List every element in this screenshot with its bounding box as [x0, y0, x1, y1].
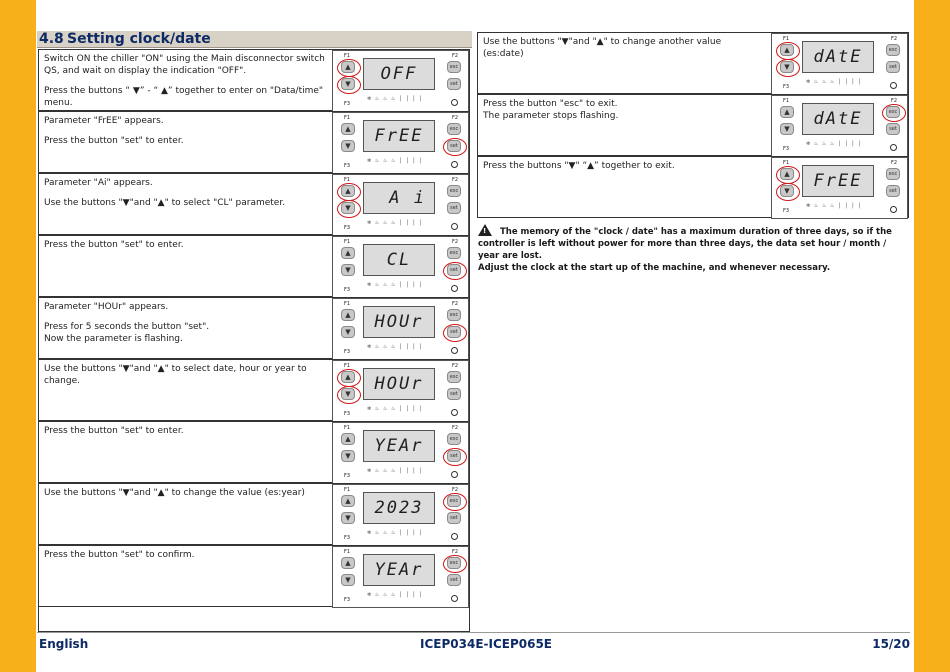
section-title: Setting clock/date: [67, 31, 211, 47]
f2-label: F2: [451, 363, 458, 369]
lcd-readout: HOUr: [363, 368, 435, 400]
lcd-readout: dAtE: [802, 41, 874, 73]
instruction-row: [38, 545, 470, 607]
f3-label: F3: [344, 597, 351, 603]
footer-model: ICEP034E-ICEP065E: [420, 637, 552, 651]
f1-label: F1: [344, 363, 351, 369]
warning-text: The memory of the "clock / date" has a maximum duration of three days, so if the controller is left without power for more than three days, the data set hour / month / year are lost. Adjust the clock at the start up of the machine, and whenever necessary.: [478, 227, 892, 273]
power-icon: [451, 409, 458, 416]
power-icon: [451, 161, 458, 168]
esc-button[interactable]: esc: [447, 185, 461, 197]
controller-display: [332, 50, 469, 112]
esc-button[interactable]: esc: [447, 123, 461, 135]
controller-display: [332, 112, 469, 174]
instruction-text: [44, 53, 326, 109]
f1-label: F1: [344, 425, 351, 431]
f2-label: F2: [451, 487, 458, 493]
down-arrow-button[interactable]: ▼: [341, 450, 355, 462]
set-button[interactable]: set: [886, 61, 900, 73]
warning-note: [478, 224, 908, 274]
power-icon: [451, 223, 458, 230]
down-arrow-button[interactable]: ▼: [341, 264, 355, 276]
set-button[interactable]: set: [447, 202, 461, 214]
up-arrow-button[interactable]: ▲: [341, 247, 355, 259]
set-button[interactable]: set: [447, 512, 461, 524]
instruction-row: [477, 32, 909, 94]
f1-label: F1: [344, 301, 351, 307]
f3-label: F3: [344, 349, 351, 355]
instruction-text: [483, 160, 763, 172]
instruction-row: [38, 173, 470, 235]
f1-label: F1: [783, 160, 790, 166]
status-icons: ❄ ♨ ♨ ♨ │ │ │ │: [806, 141, 862, 147]
warning-icon: !: [478, 224, 492, 236]
down-arrow-button[interactable]: ▼: [341, 574, 355, 586]
power-icon: [890, 144, 897, 151]
instruction-paragraph: Switch ON the chiller "ON" using the Main disconnector switch QS, and wait on display the indication "OFF".: [44, 54, 325, 76]
down-arrow-button[interactable]: ▼: [341, 202, 355, 214]
lcd-readout: 2023: [363, 492, 435, 524]
power-icon: [451, 99, 458, 106]
down-arrow-button[interactable]: ▼: [780, 123, 794, 135]
up-arrow-button[interactable]: ▲: [341, 371, 355, 383]
instruction-paragraph: Use the buttons "▼"and "▲" to change another value (es:date): [483, 37, 722, 59]
controller-display: [332, 174, 469, 236]
f3-label: F3: [344, 163, 351, 169]
up-arrow-button[interactable]: ▲: [780, 168, 794, 180]
up-arrow-button[interactable]: ▲: [341, 61, 355, 73]
f2-label: F2: [451, 177, 458, 183]
f1-label: F1: [344, 53, 351, 59]
instruction-row: [477, 94, 909, 156]
down-arrow-button[interactable]: ▼: [341, 78, 355, 90]
up-arrow-button[interactable]: ▲: [341, 557, 355, 569]
down-arrow-button[interactable]: ▼: [341, 326, 355, 338]
instruction-text: [44, 549, 326, 561]
f3-label: F3: [344, 535, 351, 541]
instruction-paragraph: Use the buttons "▼"and "▲" to change the value (es:year): [44, 488, 305, 498]
instruction-paragraph: Use the buttons "▼"and "▲" to select "CL" parameter.: [44, 198, 286, 208]
up-arrow-button[interactable]: ▲: [341, 495, 355, 507]
down-arrow-button[interactable]: ▼: [780, 61, 794, 73]
f2-label: F2: [451, 239, 458, 245]
controller-display: [332, 484, 469, 546]
lcd-readout: FrEE: [363, 120, 435, 152]
lcd-readout: HOUr: [363, 306, 435, 338]
status-icons: ❄ ♨ ♨ ♨ │ │ │ │: [806, 203, 862, 209]
status-icons: ❄ ♨ ♨ ♨ │ │ │ │: [806, 79, 862, 85]
instruction-paragraph: Press the buttons "▼" “▲” together to exit.: [483, 161, 675, 171]
instruction-paragraph: Press the button "set" to enter.: [44, 426, 184, 436]
down-arrow-button[interactable]: ▼: [341, 388, 355, 400]
controller-display: [771, 33, 908, 95]
f2-label: F2: [890, 160, 897, 166]
instruction-row: [477, 156, 909, 218]
status-icons: ❄ ♨ ♨ ♨ │ │ │ │: [367, 220, 423, 226]
status-icons: ❄ ♨ ♨ ♨ │ │ │ │: [367, 344, 423, 350]
f2-label: F2: [451, 425, 458, 431]
instruction-row: [38, 483, 470, 545]
instruction-paragraph: Press for 5 seconds the button "set". Now the parameter is flashing.: [44, 322, 210, 344]
instruction-paragraph: Parameter "HOUr" appears.: [44, 302, 169, 312]
instruction-paragraph: Press the button "set" to enter.: [44, 136, 184, 146]
esc-button[interactable]: esc: [886, 44, 900, 56]
esc-button[interactable]: esc: [886, 106, 900, 118]
instruction-text: [44, 487, 326, 499]
instruction-row: [38, 49, 470, 111]
instruction-row: [38, 421, 470, 483]
instruction-paragraph: Parameter "Ai" appears.: [44, 178, 153, 188]
f2-label: F2: [890, 98, 897, 104]
set-button[interactable]: set: [447, 574, 461, 586]
controller-display: [332, 236, 469, 298]
controller-display: [332, 360, 469, 422]
lcd-readout: dAtE: [802, 103, 874, 135]
instruction-text: [44, 239, 326, 251]
f3-label: F3: [344, 287, 351, 293]
set-button[interactable]: set: [886, 123, 900, 135]
instruction-text: [44, 363, 326, 387]
f1-label: F1: [344, 549, 351, 555]
controller-display: [332, 422, 469, 484]
instruction-paragraph: Press the button "esc" to exit. The parameter stops flashing.: [483, 99, 619, 121]
controller-display: [332, 298, 469, 360]
instruction-paragraph: Use the buttons "▼"and "▲" to select date, hour or year to change.: [44, 364, 307, 386]
instruction-text: [483, 98, 763, 122]
set-button[interactable]: set: [447, 388, 461, 400]
power-icon: [451, 285, 458, 292]
f1-label: F1: [344, 115, 351, 121]
set-button[interactable]: set: [886, 185, 900, 197]
instruction-row: [38, 297, 470, 359]
instruction-row: [38, 235, 470, 297]
esc-button[interactable]: esc: [447, 371, 461, 383]
down-arrow-button[interactable]: ▼: [341, 140, 355, 152]
power-icon: [451, 471, 458, 478]
esc-button[interactable]: esc: [886, 168, 900, 180]
status-icons: ❄ ♨ ♨ ♨ │ │ │ │: [367, 530, 423, 536]
instruction-row: [38, 111, 470, 173]
controller-display: [771, 95, 908, 157]
f3-label: F3: [783, 84, 790, 90]
set-button[interactable]: set: [447, 264, 461, 276]
footer-page-number: 15/20: [872, 637, 910, 651]
esc-button[interactable]: esc: [447, 309, 461, 321]
set-button[interactable]: set: [447, 78, 461, 90]
up-arrow-button[interactable]: ▲: [341, 309, 355, 321]
status-icons: ❄ ♨ ♨ ♨ │ │ │ │: [367, 96, 423, 102]
power-icon: [451, 533, 458, 540]
controller-display: [332, 546, 469, 608]
status-icons: ❄ ♨ ♨ ♨ │ │ │ │: [367, 406, 423, 412]
f2-label: F2: [451, 301, 458, 307]
instruction-paragraph: Parameter "FrEE" appears.: [44, 116, 164, 126]
instruction-text: [44, 177, 326, 209]
instruction-paragraph: Press the button "set" to enter.: [44, 240, 184, 250]
power-icon: [451, 347, 458, 354]
lcd-readout: YEAr: [363, 430, 435, 462]
esc-button[interactable]: esc: [447, 61, 461, 73]
controller-display: [771, 157, 908, 219]
f3-label: F3: [344, 411, 351, 417]
up-arrow-button[interactable]: ▲: [780, 44, 794, 56]
section-header: [37, 31, 472, 48]
esc-button[interactable]: esc: [447, 247, 461, 259]
lcd-readout: YEAr: [363, 554, 435, 586]
f3-label: F3: [344, 225, 351, 231]
f3-label: F3: [783, 146, 790, 152]
power-icon: [890, 82, 897, 89]
set-button[interactable]: set: [447, 326, 461, 338]
f2-label: F2: [451, 549, 458, 555]
esc-button[interactable]: esc: [447, 433, 461, 445]
esc-button[interactable]: esc: [447, 495, 461, 507]
esc-button[interactable]: esc: [447, 557, 461, 569]
instruction-paragraph: Press the button "set" to confirm.: [44, 550, 195, 560]
down-arrow-button[interactable]: ▼: [780, 185, 794, 197]
instruction-row: [38, 359, 470, 421]
status-icons: ❄ ♨ ♨ ♨ │ │ │ │: [367, 592, 423, 598]
lcd-readout: FrEE: [802, 165, 874, 197]
up-arrow-button[interactable]: ▲: [780, 106, 794, 118]
instruction-text: [44, 115, 326, 147]
f2-label: F2: [451, 53, 458, 59]
f1-label: F1: [783, 98, 790, 104]
set-button[interactable]: set: [447, 450, 461, 462]
instruction-text: [44, 301, 326, 345]
status-icons: ❄ ♨ ♨ ♨ │ │ │ │: [367, 158, 423, 164]
footer-language: English: [39, 637, 89, 651]
section-number: 4.8: [39, 31, 64, 47]
f2-label: F2: [890, 36, 897, 42]
power-icon: [451, 595, 458, 602]
f1-label: F1: [783, 36, 790, 42]
f1-label: F1: [344, 177, 351, 183]
f1-label: F1: [344, 487, 351, 493]
instruction-text: [483, 36, 763, 60]
right-accent-bar: [914, 0, 950, 672]
status-icons: ❄ ♨ ♨ ♨ │ │ │ │: [367, 282, 423, 288]
f3-label: F3: [783, 208, 790, 214]
instruction-paragraph: Press the buttons “ ▼” - “ ▲” together to enter on "Data/time" menu.: [44, 86, 324, 108]
down-arrow-button[interactable]: ▼: [341, 512, 355, 524]
left-accent-bar: [0, 0, 36, 672]
up-arrow-button[interactable]: ▲: [341, 433, 355, 445]
f1-label: F1: [344, 239, 351, 245]
f3-label: F3: [344, 101, 351, 107]
set-button[interactable]: set: [447, 140, 461, 152]
lcd-readout: A i: [363, 182, 435, 214]
lcd-readout: CL: [363, 244, 435, 276]
f2-label: F2: [451, 115, 458, 121]
lcd-readout: OFF: [363, 58, 435, 90]
up-arrow-button[interactable]: ▲: [341, 185, 355, 197]
f3-label: F3: [344, 473, 351, 479]
status-icons: ❄ ♨ ♨ ♨ │ │ │ │: [367, 468, 423, 474]
up-arrow-button[interactable]: ▲: [341, 123, 355, 135]
footer-divider: [37, 632, 910, 633]
power-icon: [890, 206, 897, 213]
instruction-text: [44, 425, 326, 437]
